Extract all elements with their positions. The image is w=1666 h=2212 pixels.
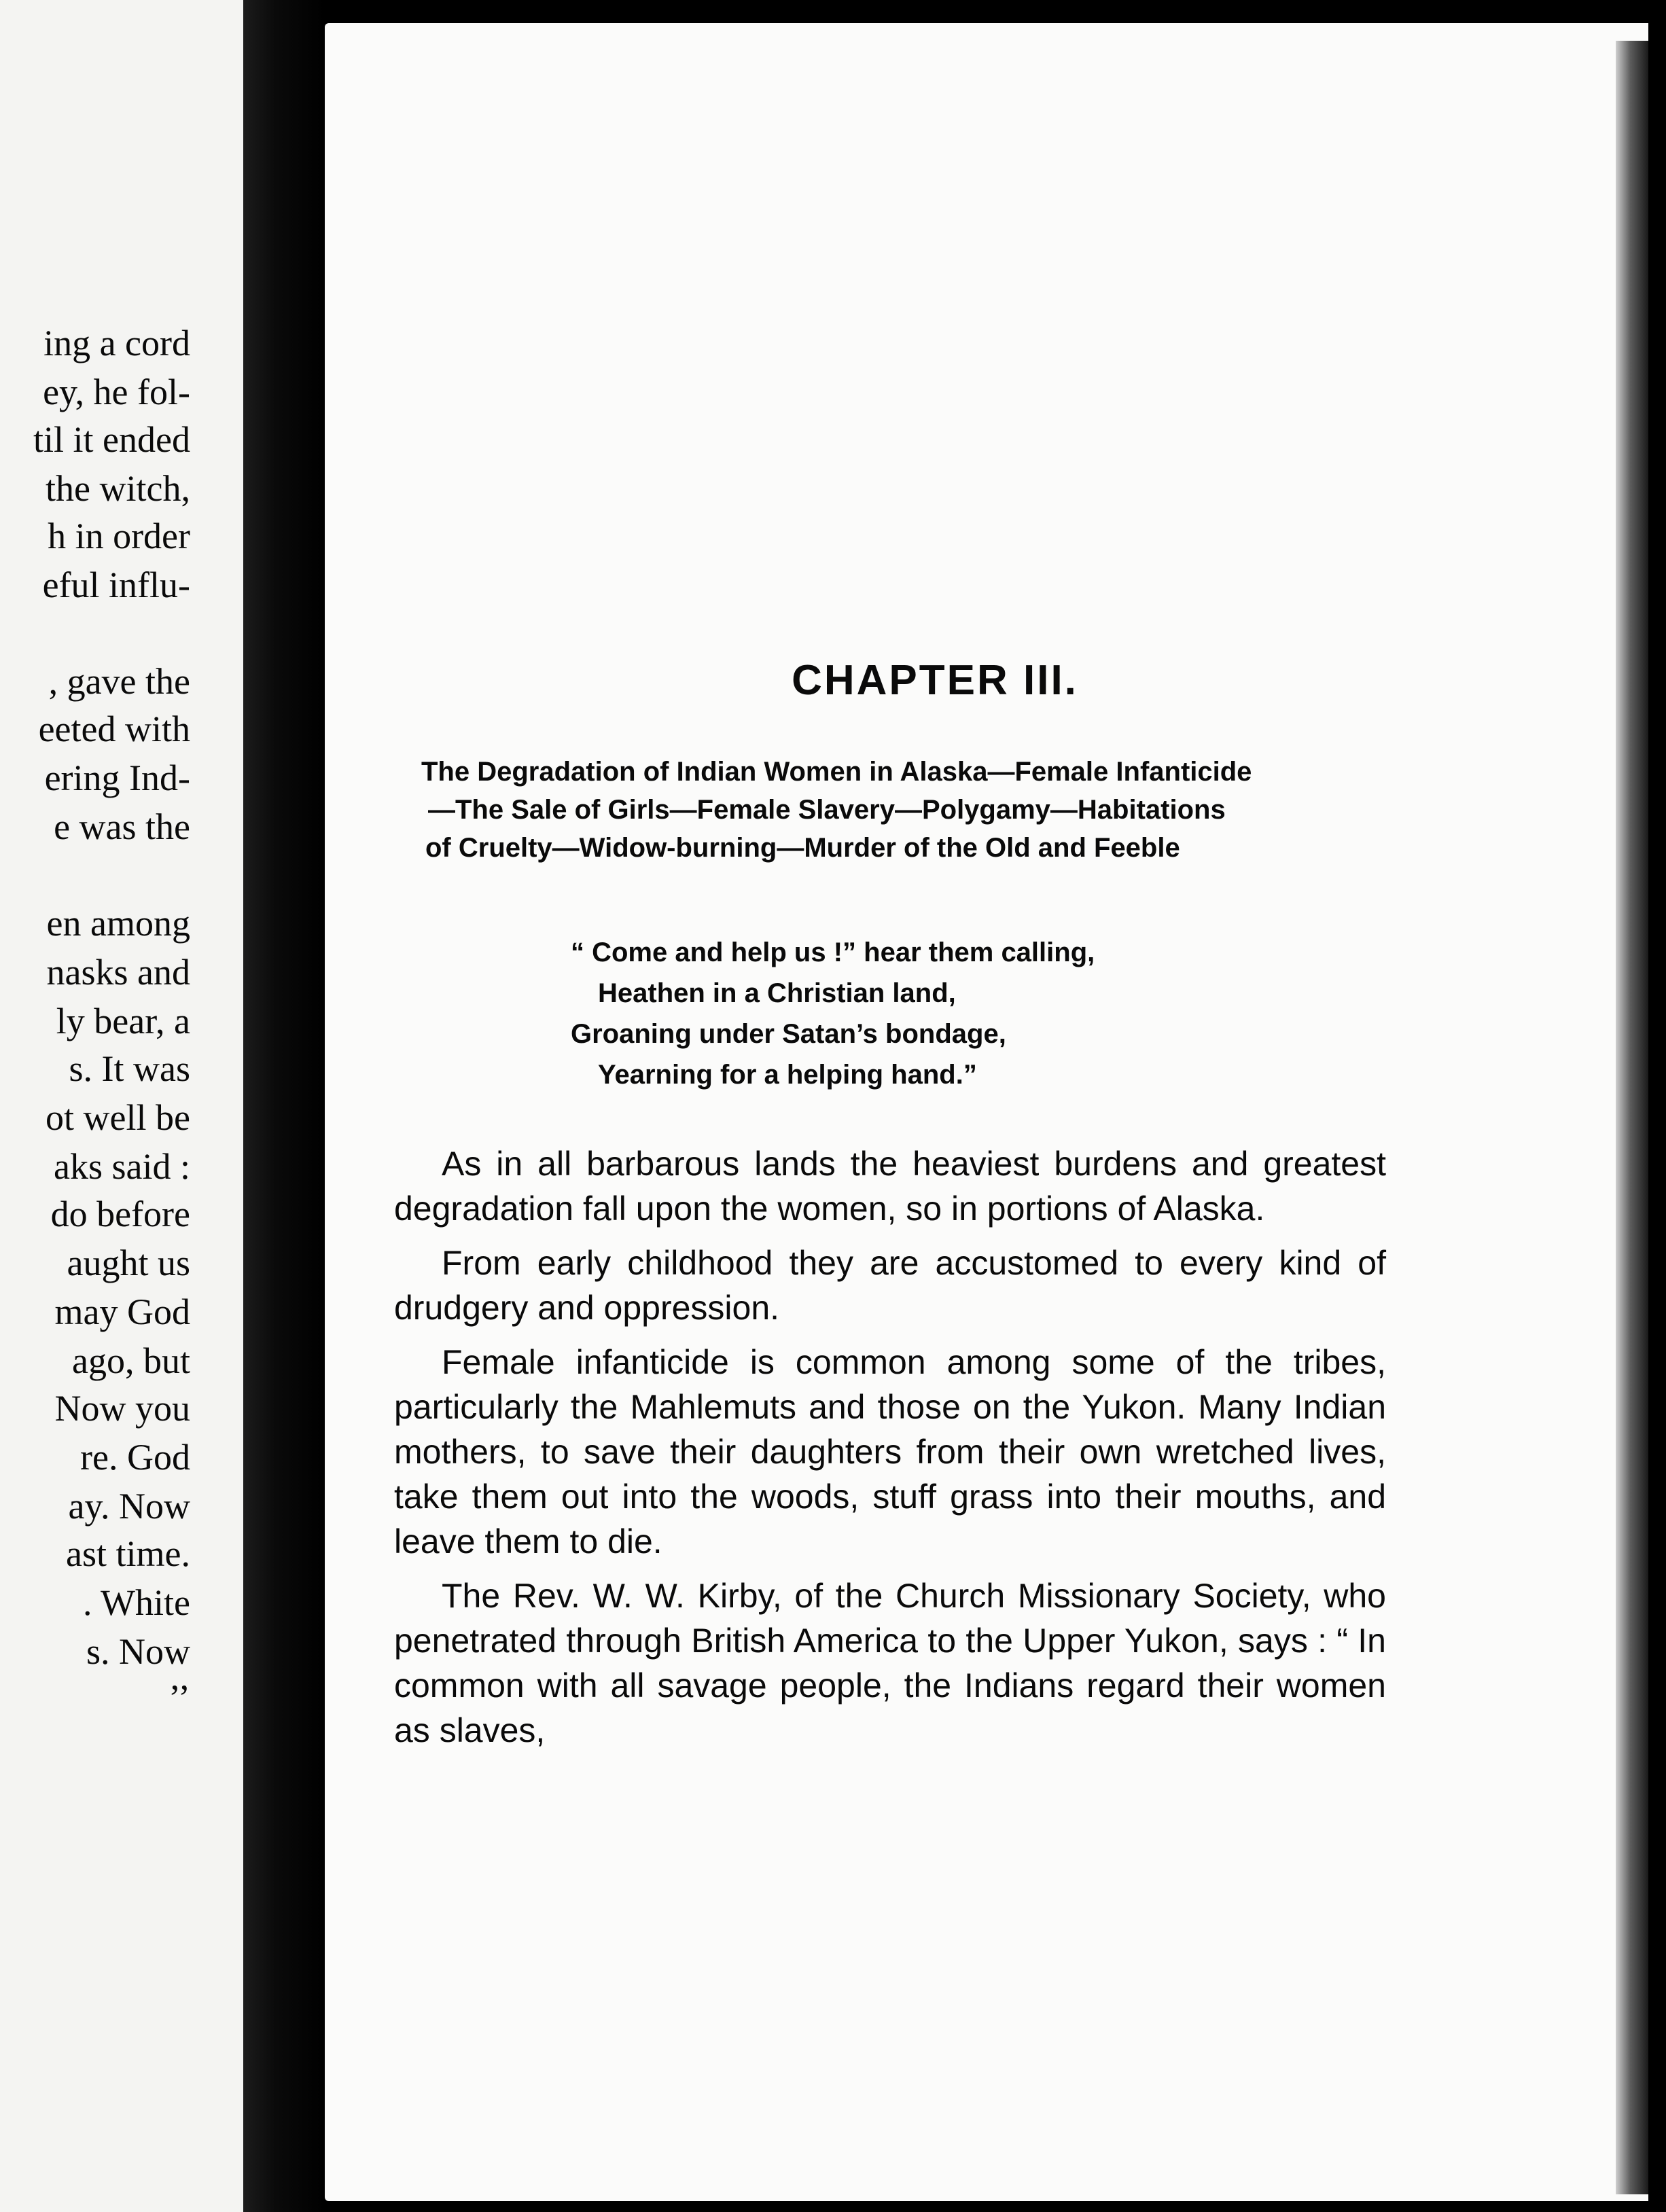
book-gutter	[243, 0, 325, 2212]
chapter-summary-line: The Degradation of Indian Women in Alaska—Female Infanticide	[421, 757, 1252, 787]
left-page-line: aks said :	[54, 1146, 190, 1187]
left-page-line: the witch,	[46, 468, 190, 509]
page-edge	[1616, 41, 1648, 2194]
left-page-line: Now you	[54, 1388, 190, 1429]
left-page-line: ey, he fol-	[43, 372, 190, 412]
chapter-summary-line: —The Sale of Girls—Female Slavery—Polygamy—Habitations	[428, 795, 1226, 825]
left-page-line: . White	[83, 1582, 190, 1623]
paragraph: From early childhood they are accustomed to every kind of drudgery and oppression.	[394, 1244, 1386, 1327]
left-page-line: eful influ-	[42, 565, 190, 605]
verse-line: Heathen in a Christian land,	[598, 978, 956, 1008]
left-page-line: ago, but	[72, 1340, 190, 1381]
paragraph: The Rev. W. W. Kirby, of the Church Missionary Society, who penetrated through British America to the Upper Yukon, says : “ In common with all savage people, the Indians regard their women as slaves,	[394, 1577, 1386, 1749]
chapter-title: CHAPTER III.	[792, 657, 1078, 704]
left-page-line: nasks and	[46, 952, 190, 993]
left-page-line: ot well be	[46, 1097, 190, 1138]
verse-line: Groaning under Satan’s bondage,	[571, 1019, 1006, 1049]
left-page-line: h in order	[48, 516, 190, 556]
left-page-line: til it ended	[33, 419, 190, 460]
body-text	[394, 1141, 1386, 1753]
left-page-line: ly bear, a	[56, 1001, 190, 1041]
verse-line: “ Come and help us !” hear them calling,	[571, 938, 1095, 967]
left-page-line: , gave the	[48, 661, 190, 702]
left-page-line: s. Now	[86, 1631, 190, 1672]
left-page-line: ast time.	[66, 1533, 190, 1574]
epigraph-verse	[571, 932, 1250, 1095]
left-page-line: aught us	[67, 1243, 190, 1283]
left-page-line: ay. Now	[68, 1486, 190, 1527]
left-page-line: e was the	[54, 806, 190, 847]
left-page-line: do before	[50, 1194, 190, 1234]
chapter-summary-line: of Cruelty—Widow-burning—Murder of the Old and Feeble	[425, 833, 1180, 863]
left-page-line: ’’	[169, 1677, 190, 1718]
paragraph: As in all barbarous lands the heaviest burdens and greatest degradation fall upon the women, so in portions of Alaska.	[394, 1145, 1386, 1228]
left-page-line: s. It was	[69, 1048, 190, 1089]
left-page-line: eeted with	[38, 709, 190, 749]
left-page	[0, 0, 243, 2212]
left-page-line: may God	[54, 1291, 190, 1332]
chapter-summary	[421, 753, 1413, 867]
left-page-line: ing a cord	[43, 323, 190, 363]
verse-line: Yearning for a helping hand.”	[598, 1060, 977, 1090]
right-page	[325, 23, 1648, 2201]
left-page-line: en among	[46, 903, 190, 944]
left-page-line: re. God	[80, 1437, 190, 1478]
left-page-line: ering Ind-	[44, 757, 190, 798]
paragraph: Female infanticide is common among some of the tribes, particularly the Mahlemuts and those on the Yukon. Many Indian mothers, to save their daughters from their own wretched lives, take them out into the woods, stuff grass into their mouths, and leave them to die.	[394, 1343, 1386, 1560]
